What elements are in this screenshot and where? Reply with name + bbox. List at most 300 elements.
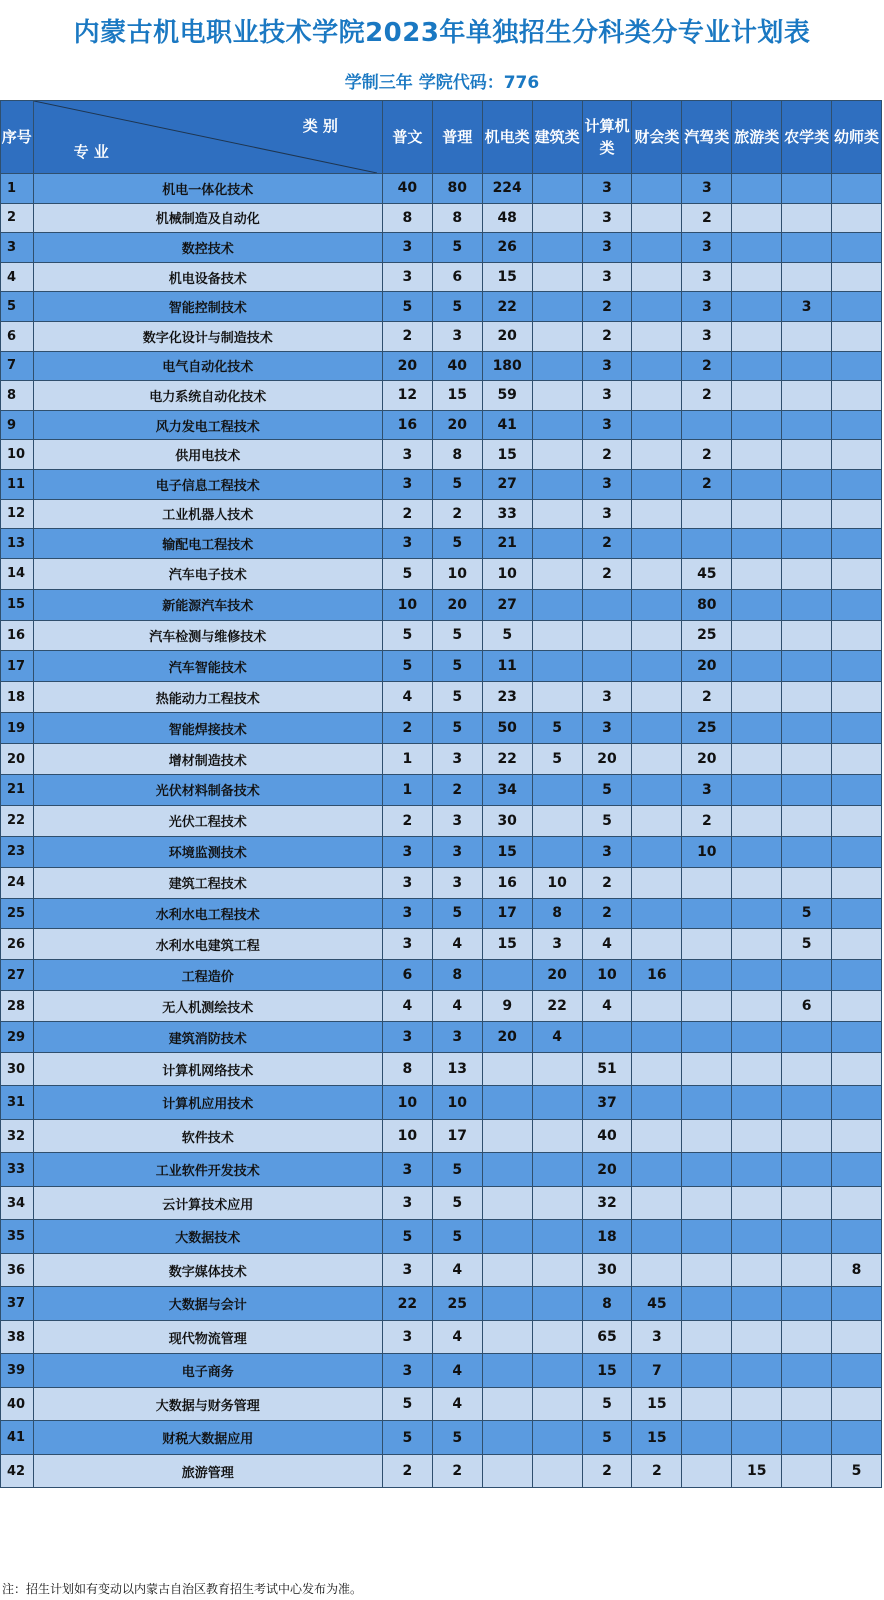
quota-cell: 65 bbox=[582, 1320, 632, 1354]
quota-cell bbox=[632, 351, 682, 381]
table-row bbox=[1, 898, 882, 929]
quota-cell: 3 bbox=[582, 713, 632, 744]
quota-cell bbox=[782, 620, 832, 651]
quota-cell bbox=[532, 410, 582, 440]
table-row bbox=[1, 1354, 882, 1388]
quota-cell bbox=[632, 203, 682, 233]
quota-cell bbox=[682, 898, 732, 929]
quota-cell: 7 bbox=[632, 1354, 682, 1388]
quota-cell: 2 bbox=[382, 321, 432, 351]
quota-cell bbox=[782, 867, 832, 898]
quota-cell: 5 bbox=[432, 898, 482, 929]
quota-cell: 41 bbox=[482, 410, 532, 440]
quota-cell: 3 bbox=[432, 805, 482, 836]
quota-cell bbox=[832, 774, 882, 805]
row-number: 15 bbox=[1, 589, 34, 620]
quota-cell bbox=[482, 1119, 532, 1153]
quota-cell: 5 bbox=[432, 233, 482, 263]
quota-cell: 4 bbox=[432, 1354, 482, 1388]
quota-cell bbox=[682, 1320, 732, 1354]
quota-cell: 5 bbox=[382, 558, 432, 589]
quota-cell: 2 bbox=[582, 321, 632, 351]
quota-cell bbox=[732, 529, 782, 559]
row-number: 34 bbox=[1, 1186, 34, 1220]
header-col: 财会类 bbox=[632, 101, 682, 174]
quota-cell: 5 bbox=[582, 1421, 632, 1455]
quota-cell: 10 bbox=[382, 1086, 432, 1120]
major-name: 风力发电工程技术 bbox=[33, 410, 382, 440]
quota-cell bbox=[632, 1186, 682, 1220]
quota-cell: 5 bbox=[432, 682, 482, 713]
quota-cell: 5 bbox=[432, 1421, 482, 1455]
quota-cell bbox=[632, 620, 682, 651]
quota-cell bbox=[832, 867, 882, 898]
quota-cell: 10 bbox=[682, 836, 732, 867]
row-number: 38 bbox=[1, 1320, 34, 1354]
quota-cell: 3 bbox=[382, 1253, 432, 1287]
quota-cell bbox=[632, 381, 682, 411]
quota-cell bbox=[682, 1220, 732, 1254]
quota-cell bbox=[632, 774, 682, 805]
quota-cell bbox=[732, 321, 782, 351]
quota-cell bbox=[632, 744, 682, 775]
quota-cell: 37 bbox=[582, 1086, 632, 1120]
quota-cell bbox=[782, 1421, 832, 1455]
row-number: 21 bbox=[1, 774, 34, 805]
quota-cell bbox=[732, 1186, 782, 1220]
quota-cell: 15 bbox=[732, 1454, 782, 1488]
table-row bbox=[1, 589, 882, 620]
quota-cell bbox=[782, 203, 832, 233]
major-name: 计算机应用技术 bbox=[33, 1086, 382, 1120]
quota-cell bbox=[832, 744, 882, 775]
quota-cell: 9 bbox=[482, 991, 532, 1022]
quota-cell: 20 bbox=[582, 744, 632, 775]
quota-cell: 5 bbox=[432, 469, 482, 499]
quota-cell bbox=[482, 1387, 532, 1421]
quota-cell bbox=[632, 262, 682, 292]
table-row bbox=[1, 1320, 882, 1354]
major-name: 供用电技术 bbox=[33, 440, 382, 470]
quota-cell bbox=[532, 469, 582, 499]
row-number: 25 bbox=[1, 898, 34, 929]
table-row bbox=[1, 1421, 882, 1455]
quota-cell bbox=[532, 203, 582, 233]
quota-cell bbox=[732, 203, 782, 233]
quota-cell: 3 bbox=[382, 1186, 432, 1220]
header-major-label: 专 业 bbox=[73, 143, 109, 161]
major-name: 大数据技术 bbox=[33, 1220, 382, 1254]
quota-cell bbox=[732, 1387, 782, 1421]
quota-cell bbox=[832, 836, 882, 867]
table-row bbox=[1, 321, 882, 351]
quota-cell: 3 bbox=[782, 292, 832, 322]
quota-cell: 8 bbox=[432, 203, 482, 233]
quota-cell: 5 bbox=[532, 713, 582, 744]
quota-cell bbox=[532, 774, 582, 805]
quota-cell bbox=[732, 1354, 782, 1388]
quota-cell bbox=[782, 960, 832, 991]
quota-cell bbox=[632, 529, 682, 559]
row-number: 5 bbox=[1, 292, 34, 322]
row-number: 20 bbox=[1, 744, 34, 775]
quota-cell bbox=[732, 682, 782, 713]
quota-cell bbox=[532, 292, 582, 322]
quota-cell: 34 bbox=[482, 774, 532, 805]
quota-cell: 25 bbox=[432, 1287, 482, 1321]
quota-cell bbox=[782, 321, 832, 351]
quota-cell bbox=[582, 589, 632, 620]
quota-cell bbox=[732, 867, 782, 898]
quota-cell bbox=[532, 682, 582, 713]
quota-cell: 22 bbox=[532, 991, 582, 1022]
quota-cell bbox=[832, 929, 882, 960]
quota-cell: 2 bbox=[382, 1454, 432, 1488]
table-row bbox=[1, 774, 882, 805]
quota-cell: 180 bbox=[482, 351, 532, 381]
quota-cell bbox=[732, 1153, 782, 1187]
table-row bbox=[1, 620, 882, 651]
quota-cell bbox=[732, 836, 782, 867]
quota-cell bbox=[732, 1320, 782, 1354]
table-row bbox=[1, 469, 882, 499]
table-body bbox=[1, 174, 882, 1488]
header-col: 机电类 bbox=[482, 101, 532, 174]
major-name: 汽车检测与维修技术 bbox=[33, 620, 382, 651]
major-name: 电子信息工程技术 bbox=[33, 469, 382, 499]
row-number: 14 bbox=[1, 558, 34, 589]
quota-cell: 15 bbox=[632, 1421, 682, 1455]
quota-cell bbox=[482, 1153, 532, 1187]
row-number: 4 bbox=[1, 262, 34, 292]
quota-cell: 3 bbox=[582, 203, 632, 233]
quota-cell bbox=[732, 898, 782, 929]
quota-cell: 26 bbox=[482, 233, 532, 263]
quota-cell bbox=[632, 1153, 682, 1187]
quota-cell: 15 bbox=[582, 1354, 632, 1388]
quota-cell bbox=[732, 558, 782, 589]
quota-cell bbox=[632, 836, 682, 867]
quota-cell bbox=[482, 1086, 532, 1120]
quota-cell: 3 bbox=[582, 174, 632, 204]
quota-cell bbox=[532, 1086, 582, 1120]
row-number: 28 bbox=[1, 991, 34, 1022]
table-row bbox=[1, 991, 882, 1022]
table-row bbox=[1, 651, 882, 682]
quota-cell bbox=[732, 805, 782, 836]
quota-cell: 3 bbox=[382, 1022, 432, 1053]
row-number: 30 bbox=[1, 1052, 34, 1086]
table-row bbox=[1, 1186, 882, 1220]
quota-cell bbox=[732, 1220, 782, 1254]
quota-cell bbox=[532, 1387, 582, 1421]
header-seq: 序号 bbox=[1, 101, 34, 174]
row-number: 42 bbox=[1, 1454, 34, 1488]
quota-cell bbox=[832, 1287, 882, 1321]
quota-cell: 6 bbox=[382, 960, 432, 991]
quota-cell: 5 bbox=[432, 1186, 482, 1220]
quota-cell: 20 bbox=[682, 744, 732, 775]
quota-cell: 3 bbox=[532, 929, 582, 960]
quota-cell: 5 bbox=[432, 620, 482, 651]
table-row bbox=[1, 867, 882, 898]
quota-cell bbox=[632, 991, 682, 1022]
quota-cell: 3 bbox=[382, 1320, 432, 1354]
quota-cell bbox=[782, 1320, 832, 1354]
quota-cell bbox=[732, 1119, 782, 1153]
quota-cell: 40 bbox=[432, 351, 482, 381]
quota-cell bbox=[782, 836, 832, 867]
quota-cell bbox=[782, 1354, 832, 1388]
quota-cell bbox=[532, 651, 582, 682]
quota-cell: 11 bbox=[482, 651, 532, 682]
quota-cell: 4 bbox=[582, 929, 632, 960]
quota-cell: 3 bbox=[432, 1022, 482, 1053]
quota-cell: 59 bbox=[482, 381, 532, 411]
row-number: 35 bbox=[1, 1220, 34, 1254]
quota-cell: 3 bbox=[582, 499, 632, 529]
quota-cell: 45 bbox=[682, 558, 732, 589]
quota-cell bbox=[782, 774, 832, 805]
quota-cell: 5 bbox=[382, 1421, 432, 1455]
quota-cell: 80 bbox=[682, 589, 732, 620]
quota-cell bbox=[682, 1454, 732, 1488]
row-number: 29 bbox=[1, 1022, 34, 1053]
header-col: 普文 bbox=[382, 101, 432, 174]
row-number: 27 bbox=[1, 960, 34, 991]
quota-cell: 12 bbox=[382, 381, 432, 411]
row-number: 2 bbox=[1, 203, 34, 233]
quota-cell bbox=[682, 1387, 732, 1421]
quota-cell: 15 bbox=[482, 836, 532, 867]
quota-cell bbox=[782, 744, 832, 775]
table-row bbox=[1, 1086, 882, 1120]
quota-cell: 4 bbox=[432, 1253, 482, 1287]
quota-cell bbox=[632, 589, 682, 620]
major-name: 财税大数据应用 bbox=[33, 1421, 382, 1455]
quota-cell bbox=[532, 233, 582, 263]
quota-cell bbox=[782, 469, 832, 499]
quota-cell: 5 bbox=[382, 1220, 432, 1254]
quota-cell: 3 bbox=[582, 410, 632, 440]
quota-cell bbox=[682, 499, 732, 529]
table-row bbox=[1, 410, 882, 440]
quota-cell bbox=[832, 898, 882, 929]
quota-cell: 2 bbox=[432, 774, 482, 805]
major-name: 光伏工程技术 bbox=[33, 805, 382, 836]
quota-cell: 20 bbox=[482, 1022, 532, 1053]
quota-cell: 5 bbox=[482, 620, 532, 651]
quota-cell bbox=[832, 1052, 882, 1086]
quota-cell bbox=[782, 1220, 832, 1254]
quota-cell bbox=[832, 558, 882, 589]
row-number: 24 bbox=[1, 867, 34, 898]
quota-cell: 8 bbox=[832, 1253, 882, 1287]
row-number: 10 bbox=[1, 440, 34, 470]
quota-cell bbox=[532, 1354, 582, 1388]
quota-cell: 3 bbox=[682, 292, 732, 322]
quota-cell: 4 bbox=[432, 1387, 482, 1421]
major-name: 云计算技术应用 bbox=[33, 1186, 382, 1220]
quota-cell: 15 bbox=[432, 381, 482, 411]
header-col: 普理 bbox=[432, 101, 482, 174]
quota-cell: 8 bbox=[432, 440, 482, 470]
row-number: 23 bbox=[1, 836, 34, 867]
quota-cell: 10 bbox=[532, 867, 582, 898]
quota-cell: 22 bbox=[482, 292, 532, 322]
quota-cell: 5 bbox=[382, 292, 432, 322]
quota-cell bbox=[832, 589, 882, 620]
quota-cell bbox=[482, 1052, 532, 1086]
quota-cell: 2 bbox=[582, 1454, 632, 1488]
quota-cell bbox=[482, 1287, 532, 1321]
quota-cell: 2 bbox=[682, 805, 732, 836]
quota-cell bbox=[532, 836, 582, 867]
quota-cell bbox=[532, 351, 582, 381]
quota-cell: 40 bbox=[582, 1119, 632, 1153]
major-name: 水利水电工程技术 bbox=[33, 898, 382, 929]
major-name: 建筑消防技术 bbox=[33, 1022, 382, 1053]
quota-cell: 20 bbox=[532, 960, 582, 991]
quota-cell bbox=[632, 898, 682, 929]
quota-cell bbox=[782, 233, 832, 263]
quota-cell: 5 bbox=[432, 651, 482, 682]
quota-cell: 20 bbox=[382, 351, 432, 381]
major-name: 数控技术 bbox=[33, 233, 382, 263]
quota-cell bbox=[782, 558, 832, 589]
header-col: 建筑类 bbox=[532, 101, 582, 174]
header-col: 旅游类 bbox=[732, 101, 782, 174]
row-number: 32 bbox=[1, 1119, 34, 1153]
row-number: 41 bbox=[1, 1421, 34, 1455]
quota-cell bbox=[682, 1354, 732, 1388]
major-name: 智能控制技术 bbox=[33, 292, 382, 322]
table-row bbox=[1, 262, 882, 292]
quota-cell bbox=[782, 651, 832, 682]
quota-cell bbox=[682, 1086, 732, 1120]
quota-cell: 6 bbox=[782, 991, 832, 1022]
quota-cell: 3 bbox=[382, 929, 432, 960]
quota-cell: 3 bbox=[682, 774, 732, 805]
quota-cell bbox=[832, 1387, 882, 1421]
quota-cell bbox=[832, 529, 882, 559]
quota-cell: 2 bbox=[632, 1454, 682, 1488]
page-subtitle: 学制三年 学院代码：776 bbox=[344, 73, 540, 93]
quota-cell bbox=[732, 262, 782, 292]
quota-cell bbox=[732, 351, 782, 381]
quota-cell: 3 bbox=[682, 262, 732, 292]
quota-cell: 32 bbox=[582, 1186, 632, 1220]
quota-cell bbox=[832, 262, 882, 292]
table-row bbox=[1, 682, 882, 713]
quota-cell bbox=[482, 1421, 532, 1455]
quota-cell: 10 bbox=[582, 960, 632, 991]
quota-cell: 3 bbox=[582, 233, 632, 263]
row-number: 8 bbox=[1, 381, 34, 411]
header-col: 幼师类 bbox=[832, 101, 882, 174]
quota-cell bbox=[832, 440, 882, 470]
quota-cell: 15 bbox=[482, 929, 532, 960]
quota-cell bbox=[532, 589, 582, 620]
quota-cell bbox=[682, 867, 732, 898]
quota-cell bbox=[632, 1052, 682, 1086]
quota-cell bbox=[732, 1052, 782, 1086]
quota-cell bbox=[532, 381, 582, 411]
quota-cell bbox=[632, 651, 682, 682]
major-name: 电力系统自动化技术 bbox=[33, 381, 382, 411]
major-name: 软件技术 bbox=[33, 1119, 382, 1153]
quota-cell: 2 bbox=[432, 499, 482, 529]
table-row bbox=[1, 1387, 882, 1421]
quota-cell bbox=[532, 558, 582, 589]
quota-cell bbox=[682, 1119, 732, 1153]
major-name: 旅游管理 bbox=[33, 1454, 382, 1488]
quota-cell: 5 bbox=[382, 620, 432, 651]
table-row bbox=[1, 558, 882, 589]
quota-cell: 20 bbox=[482, 321, 532, 351]
quota-cell: 10 bbox=[432, 558, 482, 589]
quota-cell bbox=[732, 774, 782, 805]
enrollment-plan-table bbox=[0, 100, 882, 1488]
quota-cell bbox=[832, 469, 882, 499]
quota-cell: 8 bbox=[582, 1287, 632, 1321]
quota-cell bbox=[532, 499, 582, 529]
quota-cell: 10 bbox=[382, 1119, 432, 1153]
quota-cell bbox=[832, 1119, 882, 1153]
quota-cell bbox=[632, 929, 682, 960]
quota-cell: 2 bbox=[582, 867, 632, 898]
quota-cell: 20 bbox=[582, 1153, 632, 1187]
quota-cell bbox=[632, 440, 682, 470]
quota-cell bbox=[482, 1354, 532, 1388]
quota-cell: 25 bbox=[682, 620, 732, 651]
quota-cell: 20 bbox=[432, 410, 482, 440]
quota-cell: 80 bbox=[432, 174, 482, 204]
table-row bbox=[1, 203, 882, 233]
quota-cell: 50 bbox=[482, 713, 532, 744]
quota-cell bbox=[732, 233, 782, 263]
table-row bbox=[1, 381, 882, 411]
quota-cell: 4 bbox=[582, 991, 632, 1022]
quota-cell bbox=[782, 529, 832, 559]
quota-cell: 2 bbox=[682, 469, 732, 499]
quota-cell bbox=[732, 651, 782, 682]
quota-cell bbox=[482, 1253, 532, 1287]
quota-cell bbox=[832, 381, 882, 411]
quota-cell bbox=[482, 1454, 532, 1488]
header-col: 汽驾类 bbox=[682, 101, 732, 174]
quota-cell bbox=[732, 1086, 782, 1120]
header-row bbox=[1, 101, 882, 174]
quota-cell: 40 bbox=[382, 174, 432, 204]
quota-cell bbox=[632, 713, 682, 744]
table-row bbox=[1, 1287, 882, 1321]
row-number: 18 bbox=[1, 682, 34, 713]
quota-cell: 1 bbox=[382, 774, 432, 805]
quota-cell bbox=[732, 744, 782, 775]
row-number: 22 bbox=[1, 805, 34, 836]
major-name: 建筑工程技术 bbox=[33, 867, 382, 898]
table-row bbox=[1, 713, 882, 744]
quota-cell bbox=[732, 991, 782, 1022]
row-number: 39 bbox=[1, 1354, 34, 1388]
quota-cell: 4 bbox=[432, 929, 482, 960]
quota-cell bbox=[782, 1052, 832, 1086]
table-row bbox=[1, 1119, 882, 1153]
quota-cell bbox=[682, 1052, 732, 1086]
quota-cell: 5 bbox=[432, 1153, 482, 1187]
quota-cell bbox=[782, 1086, 832, 1120]
